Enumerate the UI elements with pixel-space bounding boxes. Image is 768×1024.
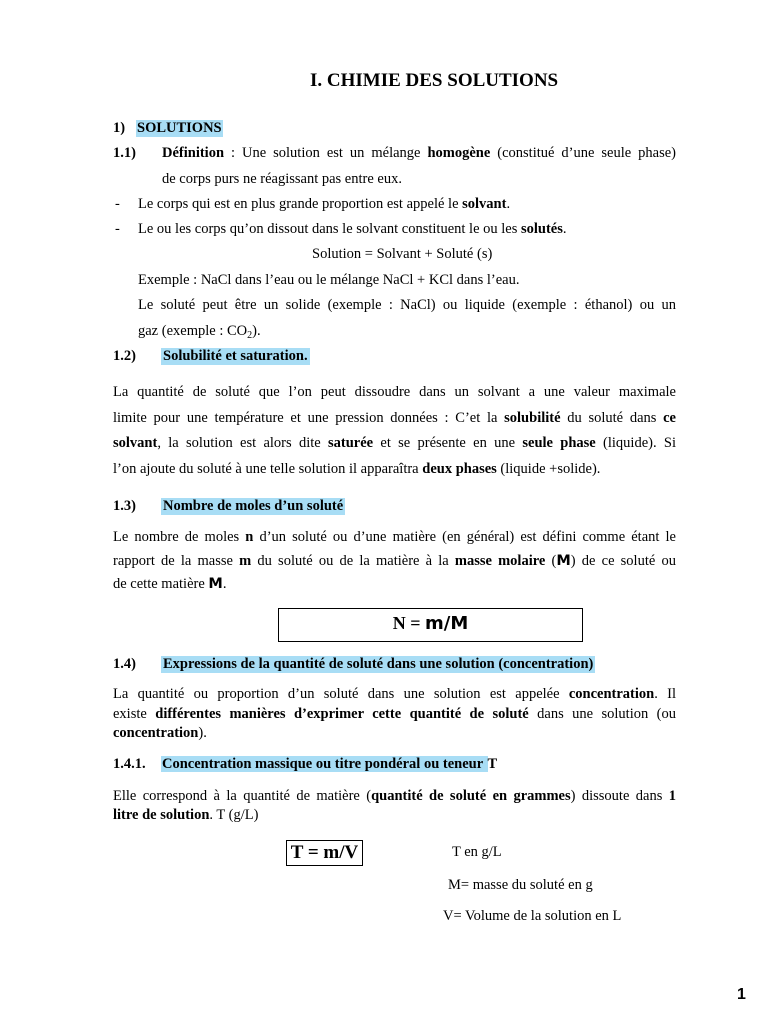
exemple-line: Exemple : NaCl dans l’eau ou le mélange NaCl + KCl dans l’eau.	[138, 272, 520, 288]
formula-box-n	[278, 608, 583, 642]
section-1-heading: SOLUTIONS	[137, 120, 222, 136]
moles-line-1: Le nombre de moles n d’un soluté ou d’une matière (en général) est défini comme étant le	[113, 529, 676, 545]
bullet-dash: -	[115, 221, 120, 237]
section-1-number: 1)	[113, 120, 126, 136]
solution-formula: Solution = Solvant + Soluté (s)	[312, 246, 493, 262]
homogene-term: homogène	[427, 145, 491, 161]
page-title: I. CHIMIE DES SOLUTIONS	[310, 70, 559, 91]
concentration-line-3: concentration).	[113, 725, 207, 741]
section-1-4-number: 1.4)	[113, 656, 136, 672]
bullet-solutes: Le ou les corps qu’on dissout dans le solvant constituent le ou les solutés.	[138, 221, 567, 237]
page-number: 1	[737, 986, 746, 1003]
section-1-2-number: 1.2)	[113, 348, 136, 364]
solubility-line-4: l’on ajoute du soluté à une telle solution il apparaîtra deux phases (liquide +solide).	[113, 461, 601, 477]
solute-line-2: gaz (exemple : $CO_2$).	[138, 323, 261, 341]
concentration-line-2: existe différentes manières d’exprimer cette quantité de soluté dans une solution (ou	[113, 706, 676, 722]
solubility-line-2: limite pour une température et une pression données : C’et la solubilité du soluté dans ce	[113, 410, 676, 426]
titre-line-1: Elle correspond à la quantité de matière (quantité de soluté en grammes) dissoute dans 1	[113, 788, 676, 804]
titre-line-2: litre de solution. T (g/L)	[113, 807, 259, 823]
solubility-line-3: solvant, la solution est alors dite saturée et se présente en une seule phase (liquide). Si	[113, 435, 676, 451]
bullet-solvant: Le corps qui est en plus grande proportion est appelé le solvant.	[138, 196, 511, 212]
section-1-4-heading: Expressions de la quantité de soluté dans une solution (concentration)	[163, 656, 594, 672]
solute-line-1: Le soluté peut être un solide (exemple : NaCl) ou liquide (exemple : éthanol) ou un	[138, 297, 676, 313]
definition-m: M= masse du soluté en g	[448, 877, 593, 893]
section-1-2-heading: Solubilité et saturation.	[163, 348, 308, 364]
moles-line-3: de cette matière M.	[113, 576, 227, 592]
definition-line-2: de corps purs ne réagissant pas entre eux.	[162, 171, 402, 187]
section-1-3-heading: Nombre de moles d’un soluté	[163, 498, 344, 514]
concentration-line-1: La quantité ou proportion d’un soluté dans une solution est appelée concentration. Il	[113, 686, 676, 702]
definition-line-1: Définition : Une solution est un mélange homogène (constitué d’une seule phase)	[162, 145, 676, 161]
formula-n: N = m/M	[392, 613, 469, 634]
section-1-1-number: 1.1)	[113, 145, 136, 161]
definition-v: V= Volume de la solution en L	[443, 908, 622, 924]
bullet-dash: -	[115, 196, 120, 212]
definition-t: T en g/L	[452, 844, 502, 860]
section-1-4-1-heading: Concentration massique ou titre pondéral ou teneur T	[162, 756, 498, 772]
section-1-3-number: 1.3)	[113, 498, 136, 514]
definition-term: Définition	[162, 145, 225, 161]
section-1-4-1-number: 1.4.1.	[113, 756, 146, 772]
formula-t: T = m/V	[290, 842, 359, 863]
solubility-line-1: La quantité de soluté que l’on peut dissoudre dans un solvant a une valeur maximale	[113, 384, 676, 400]
formula-box-t	[286, 840, 363, 866]
moles-line-2: rapport de la masse m du soluté ou de la matière à la masse molaire (M) de ce soluté ou	[113, 553, 676, 569]
